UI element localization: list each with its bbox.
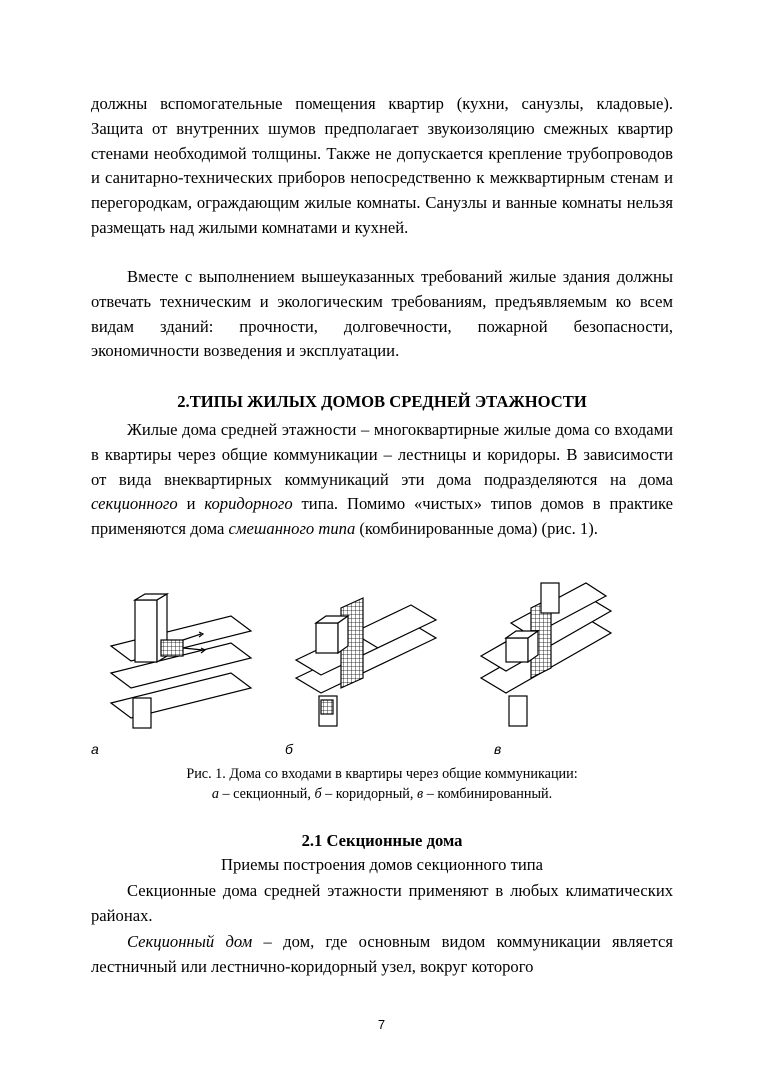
figure-letter-b: б — [285, 741, 293, 757]
p3-text-4: (комбинированные дома) (рис. 1). — [355, 519, 598, 539]
figure-building-diagrams — [91, 578, 673, 738]
paragraph-2 — [91, 265, 673, 364]
paragraph-4 — [91, 879, 673, 929]
p3-text-3: типа. Помимо «чистых» типов домов в практике применяются дома — [91, 494, 673, 539]
page-number: 7 — [377, 1017, 386, 1032]
p5-text: – дом, где основным видом коммуникации является лестничный или лестнично-коридорный узел, вокруг которого — [91, 932, 673, 976]
p3-italic-1: секционного — [91, 494, 178, 514]
caption-b: б — [314, 786, 322, 802]
p3-text-1: Жилые дома средней этажности – многоквартирные жилые дома со входами в квартиры через общие коммуникации – лестницы и коридоры. В зависимости от вида внеквартирных коммуникаций эти дома подразделяются на дома — [91, 420, 673, 489]
p3-italic-3: смешанного типа — [228, 519, 356, 539]
p3-text-2: и — [177, 494, 205, 514]
caption-c-text: – комбинированный. — [423, 786, 553, 802]
caption-a: а — [211, 786, 219, 802]
paragraph-1: должны вспомогательные помещения квартир (кухни, санузлы, кладовые). Защита от внутренних шумов предполагает звукоизоляцию смежных квартир стенами необходимой толщины. Также не допускается крепление трубопроводов и санитарно-технических приборов непосредственно к межквартирным стенам и перегородкам, ограждающим жилые комнаты. Санузлы и ванные комнаты нельзя размещать над жилыми комнатами и кухней. — [91, 94, 673, 237]
section-heading: 2.ТИПЫ ЖИЛЫХ ДОМОВ СРЕДНЕЙ ЭТАЖНОСТИ — [177, 392, 587, 411]
paragraph-3 — [91, 418, 673, 542]
p5-italic: Секционный дом — [127, 932, 253, 951]
caption-c: в — [416, 786, 424, 802]
figure-caption-line-2 — [91, 784, 673, 804]
paragraph-5 — [91, 930, 673, 980]
paragraph-2-text: Вместе с выполнением вышеуказанных требований жилые здания должны отвечать техническим и экологическим требованиям, предъявляемым ко всем видам зданий: прочности, долговечности, пожарной безопасности, экономичности возведения и эксплуатации. — [91, 267, 673, 361]
p3-italic-2: коридорного — [204, 494, 293, 514]
paragraph-4-text: Секционные дома средней этажности применяют в любых климатических районах. — [91, 881, 673, 925]
caption-b-text: – коридорный, — [321, 786, 417, 802]
diagram-combined — [481, 583, 611, 726]
caption-a-text: – секционный, — [218, 786, 315, 802]
subsection-subtitle: Приемы построения домов секционного типа — [221, 855, 543, 874]
diagram-sectional — [111, 594, 251, 728]
figure-caption-line-1: Рис. 1. Дома со входами в квартиры через общие коммуникации: — [186, 766, 578, 782]
figure-letter-a: а — [91, 741, 99, 757]
figure-letter-c: в — [494, 741, 502, 757]
subsection-heading: 2.1 Секционные дома — [301, 831, 463, 850]
diagram-corridor — [296, 598, 436, 726]
